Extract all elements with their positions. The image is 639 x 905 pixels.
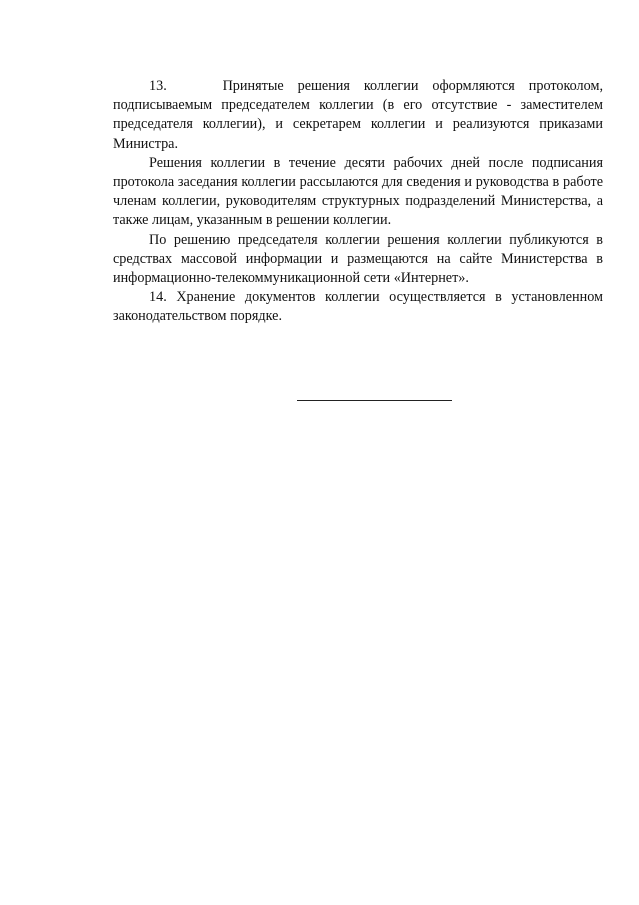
paragraph-14-storage: 14. Хранение документов коллегии осуществляется в установленном законодательством порядке. (113, 289, 603, 325)
paragraph-13-decisions: 13. Принятые решения коллегии оформляются протоколом, подписываемым председателем коллегии (в его отсутствие - заместителем председателя коллегии), и секретарем коллегии и реализуются приказами Министра. (113, 78, 603, 152)
paragraph-publication: По решению председателя коллегии решения коллегии публикуются в средствах массовой информации и размещаются на сайте Министерства в информационно-телекоммуникационной сети «Интернет». (113, 231, 603, 287)
end-separator-line (297, 400, 452, 401)
paragraph-distribution: Решения коллегии в течение десяти рабочих дней после подписания протокола заседания коллегии рассылаются для сведения и руководства в работе членам коллегии, руководителям структурных подразделений Министерства, а также лицам, указанным в решении коллегии. (113, 154, 603, 229)
document-body (113, 77, 603, 327)
